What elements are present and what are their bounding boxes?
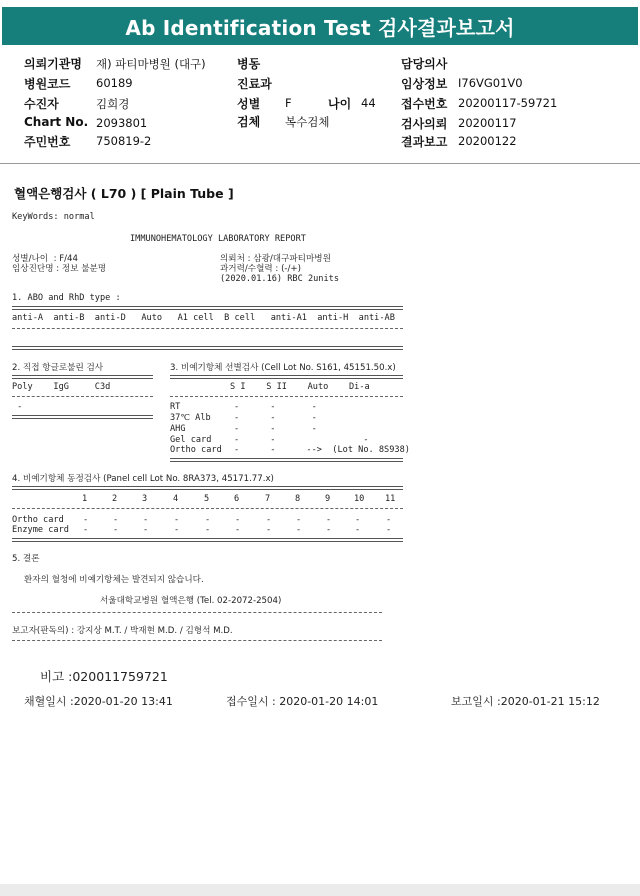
divider: [12, 375, 153, 379]
panel-cell: -: [355, 525, 361, 535]
panel-cell: -: [143, 515, 149, 525]
info-divider: [0, 163, 640, 164]
report-title-bar: Ab Identification Test 검사결과보고서: [2, 7, 638, 45]
info-value: 복수검체: [285, 115, 330, 129]
info-label: Chart No.: [24, 115, 89, 129]
transfusion-detail: (2020.01.16) RBC 2units: [220, 274, 339, 284]
divider: [170, 396, 403, 397]
panel-cell: -: [326, 525, 332, 535]
info-value: 20200117-59721: [458, 96, 558, 110]
info-value: I76VG01V0: [458, 76, 523, 90]
panel-row-label: Ortho card: [12, 515, 64, 525]
dat-values: -: [12, 402, 23, 412]
divider: [12, 396, 153, 397]
lab-heading: IMMUNOHEMATOLOGY LABORATORY REPORT: [130, 234, 306, 244]
panel-column-header: 5: [204, 494, 210, 504]
info-value: F: [285, 96, 292, 110]
section-2-title: 2. 직접 항글로불린 검사: [12, 363, 104, 373]
section-5-title: 5. 결론: [12, 554, 40, 564]
screen-row-label: 37℃ Alb: [170, 413, 211, 423]
panel-cell: -: [266, 525, 272, 535]
panel-cell: -: [205, 525, 211, 535]
info-label: 의뢰기관명: [24, 57, 82, 71]
panel-cell: -: [235, 525, 241, 535]
info-label: 병동: [237, 57, 261, 71]
divider: [170, 458, 403, 462]
divider: [12, 328, 403, 329]
section-1-title: 1. ABO and RhD type :: [12, 293, 121, 303]
info-label: 접수번호: [401, 97, 448, 111]
panel-column-header: 10: [354, 494, 365, 504]
screen-row-label: Gel card: [170, 435, 212, 445]
screen-row-values: - - -: [234, 435, 369, 445]
info-value: 60189: [96, 76, 133, 90]
divider: [12, 508, 403, 509]
panel-cell: -: [386, 515, 392, 525]
panel-column-header: 6: [234, 494, 240, 504]
received-datetime: 접수일시 : 2020-01-20 14:01: [226, 695, 379, 708]
info-label: 담당의사: [401, 57, 448, 71]
panel-column-header: 1: [82, 494, 88, 504]
screen-row-label: Ortho card: [170, 445, 222, 455]
screen-row-label: RT: [170, 402, 181, 412]
info-value: 재) 파티마병원 (대구): [96, 57, 206, 71]
panel-cell: -: [113, 525, 119, 535]
report-header: [0, 0, 640, 46]
panel-cell: -: [205, 515, 211, 525]
info-label: 성별: [237, 97, 261, 111]
divider: [170, 375, 403, 379]
panel-column-header: 3: [142, 494, 148, 504]
section-4-title: 4. 비예기항체 동정검사 (Panel cell Lot No. 8RA373, 45171.77.x): [12, 474, 274, 484]
screen-row-values: - - --> (Lot No. 8S938): [234, 445, 410, 455]
info-label: 나이: [328, 97, 352, 111]
panel-column-header: 2: [112, 494, 118, 504]
screen-row-values: - - -: [234, 413, 317, 423]
divider: [12, 486, 403, 490]
info-label: 진료과: [237, 77, 272, 91]
info-value: 20200117: [458, 116, 517, 130]
diagnosis: 임상진단명 : 정보 불분명: [12, 264, 107, 274]
panel-column-header: 4: [173, 494, 179, 504]
bottom-band: [0, 884, 640, 896]
panel-column-header: 11: [385, 494, 396, 504]
info-label: 검사의뢰: [401, 117, 448, 131]
panel-cell: -: [386, 525, 392, 535]
abo-headers: anti-A anti-B anti-D Auto A1 cell B cell anti-A1 anti-H anti-AB: [12, 313, 395, 323]
divider: [12, 538, 403, 542]
info-label: 결과보고: [401, 135, 448, 149]
panel-cell: -: [296, 525, 302, 535]
transfusion-history: 과거력/수혈력 : (-/+): [220, 264, 301, 274]
info-value: 20200122: [458, 134, 517, 148]
divider: [12, 346, 403, 350]
panel-cell: -: [296, 515, 302, 525]
panel-column-header: 8: [295, 494, 301, 504]
remark: 비고 :020011759721: [40, 669, 168, 684]
info-label: 수진자: [24, 97, 59, 111]
panel-cell: -: [83, 515, 89, 525]
info-value: 750819-2: [96, 134, 152, 148]
info-label: 임상정보: [401, 77, 448, 91]
divider: [12, 415, 153, 419]
keywords: KeyWords: normal: [12, 212, 95, 222]
reported-datetime: 보고일시 :2020-01-21 15:12: [451, 695, 600, 708]
referrer: 의뢰처 : 삼광/대구파티마병원: [220, 254, 331, 264]
institution: 서울대학교병원 혈액은행 (Tel. 02-2072-2504): [100, 596, 282, 606]
dat-headers: Poly IgG C3d: [12, 382, 111, 392]
collected-datetime: 채혈일시 :2020-01-20 13:41: [24, 695, 173, 708]
panel-row-label: Enzyme card: [12, 525, 69, 535]
panel-column-header: 9: [325, 494, 331, 504]
panel-cell: -: [113, 515, 119, 525]
screen-headers: S I S II Auto Di-a: [230, 382, 370, 392]
sex-age: 성별/나이 : F/44: [12, 254, 78, 264]
divider: [12, 306, 403, 310]
reporters: 보고자(판독의) : 강지상 M.T. / 박재현 M.D. / 김형석 M.D.: [12, 626, 233, 636]
panel-cell: -: [266, 515, 272, 525]
panel-cell: -: [326, 515, 332, 525]
screen-row-values: - - -: [234, 424, 317, 434]
screen-row-label: AHG: [170, 424, 186, 434]
panel-cell: -: [174, 515, 180, 525]
info-label: 검체: [237, 115, 261, 129]
info-label: 병원코드: [24, 77, 71, 91]
conclusion-text: 환자의 혈청에 비예기항체는 발견되지 않습니다.: [24, 575, 204, 585]
panel-column-header: 7: [265, 494, 271, 504]
panel-cell: -: [235, 515, 241, 525]
info-value: 44: [361, 96, 376, 110]
panel-cell: -: [83, 525, 89, 535]
screen-row-values: - - -: [234, 402, 317, 412]
section-3-title: 3. 비예기항체 선별검사 (Cell Lot No. S161, 45151.50.x): [170, 363, 396, 373]
panel-cell: -: [355, 515, 361, 525]
divider: [12, 640, 382, 641]
divider: [12, 612, 382, 613]
info-value: 2093801: [96, 116, 148, 130]
report-section-title: 혈액은행검사 ( L70 ) [ Plain Tube ]: [14, 186, 234, 201]
info-label: 주민번호: [24, 135, 71, 149]
panel-cell: -: [143, 525, 149, 535]
panel-cell: -: [174, 525, 180, 535]
info-value: 김희경: [96, 97, 130, 111]
